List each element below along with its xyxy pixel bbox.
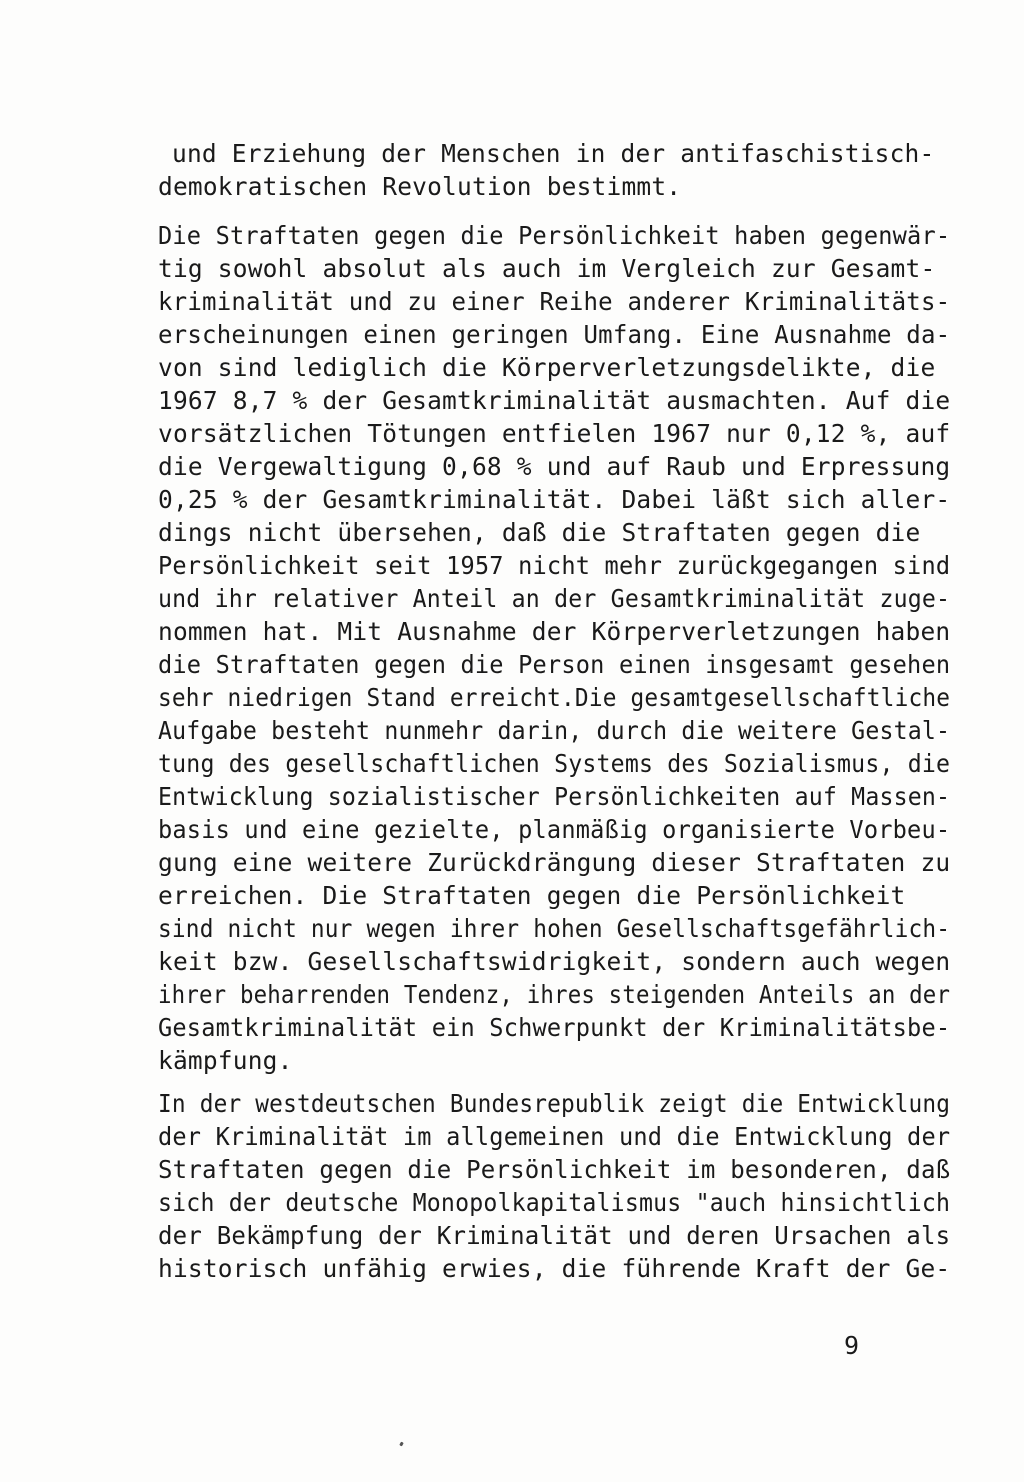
text-line: Die Straftaten gegen die Persönlichkeit haben gegenwär- — [158, 221, 951, 250]
text-line: basis und eine gezielte, planmäßig organisierte Vorbeu- — [158, 815, 951, 844]
text-line: 0,25 % der Gesamtkriminalität. Dabei läßt sich aller- — [158, 485, 951, 514]
text-line: kriminalität und zu einer Reihe anderer Kriminalitäts- — [158, 287, 951, 316]
text-line: Aufgabe besteht nunmehr darin, durch die weitere Gestal- — [158, 716, 951, 745]
text-line: der Kriminalität im allgemeinen und die Entwicklung der — [158, 1122, 951, 1151]
text-line: sich der deutsche Monopolkapitalismus "auch hinsichtlich — [158, 1188, 951, 1217]
text-line: gung eine weitere Zurückdrängung dieser Straftaten zu — [158, 848, 951, 877]
text-line: die Straftaten gegen die Person einen insgesamt gesehen — [158, 650, 951, 679]
text-line: tung des gesellschaftlichen Systems des Sozialismus, die — [158, 749, 951, 778]
text-line: Entwicklung sozialistischer Persönlichkeiten auf Massen- — [158, 782, 951, 811]
text-line: sind nicht nur wegen ihrer hohen Gesellschaftsgefährlich- — [158, 914, 951, 943]
text-line: erscheinungen einen geringen Umfang. Eine Ausnahme da- — [158, 320, 951, 349]
text-line: demokratischen Revolution bestimmt. — [158, 172, 682, 201]
text-line: der Bekämpfung der Kriminalität und deren Ursachen als — [158, 1221, 951, 1250]
text-line: die Vergewaltigung 0,68 % und auf Raub und Erpressung — [158, 452, 951, 481]
text-line: dings nicht übersehen, daß die Straftaten gegen die — [158, 518, 921, 547]
text-line: historisch unfähig erwies, die führende Kraft der Ge- — [158, 1254, 951, 1283]
text-line: Straftaten gegen die Persönlichkeit im besonderen, daß — [158, 1155, 951, 1184]
text-line: sehr niedrigen Stand erreicht.Die gesamtgesellschaftliche — [158, 683, 951, 712]
text-line: keit bzw. Gesellschaftswidrigkeit, sondern auch wegen — [158, 947, 951, 976]
text-line: tig sowohl absolut als auch im Vergleich zur Gesamt- — [158, 254, 936, 283]
text-line: Persönlichkeit seit 1957 nicht mehr zurückgegangen sind — [158, 551, 951, 580]
text-line: vorsätzlichen Tötungen entfielen 1967 nur 0,12 %, auf — [158, 419, 951, 448]
text-line: erreichen. Die Straftaten gegen die Persönlichkeit — [158, 881, 906, 910]
text-line: kämpfung. — [158, 1046, 293, 1075]
text-line: und Erziehung der Menschen in der antifaschistisch- — [172, 139, 935, 168]
scan-speck — [399, 1442, 404, 1447]
text-line: von sind lediglich die Körperverletzungsdelikte, die — [158, 353, 936, 382]
text-line: Gesamtkriminalität ein Schwerpunkt der Kriminalitätsbe- — [158, 1013, 951, 1042]
text-line: ihrer beharrenden Tendenz, ihres steigenden Anteils an der — [158, 980, 951, 1009]
text-line: und ihr relativer Anteil an der Gesamtkriminalität zuge- — [158, 584, 951, 613]
page-number: 9 — [844, 1331, 860, 1360]
text-line: In der westdeutschen Bundesrepublik zeigt die Entwicklung — [158, 1089, 951, 1118]
text-line: 1967 8,7 % der Gesamtkriminalität ausmachten. Auf die — [158, 386, 951, 415]
text-line: nommen hat. Mit Ausnahme der Körperverletzungen haben — [158, 617, 951, 646]
